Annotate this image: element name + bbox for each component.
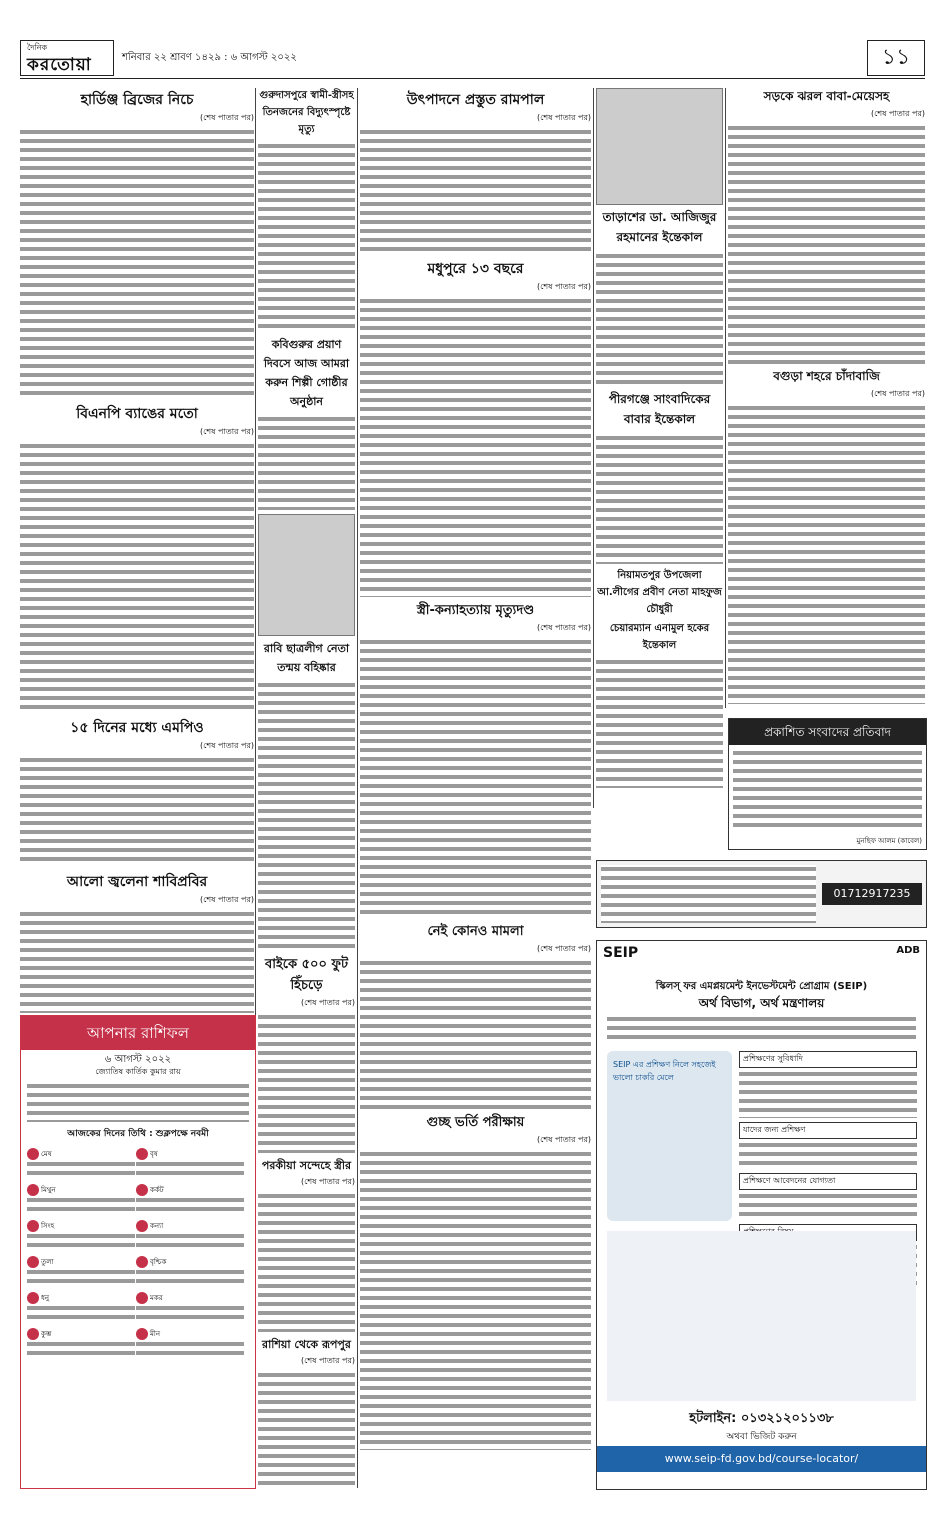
continued-note: (শেষ পাতার পর) bbox=[300, 1177, 355, 1186]
zodiac-sign bbox=[27, 1148, 135, 1182]
seip-intro bbox=[607, 1015, 916, 1043]
continued-note: (শেষ পাতার পর) bbox=[199, 741, 254, 750]
article-text bbox=[258, 1371, 355, 1488]
headline: হার্ডিঞ্জ ব্রিজের নিচে bbox=[80, 92, 194, 108]
zodiac-icon bbox=[136, 1328, 148, 1340]
seip-logo: SEIP bbox=[603, 945, 639, 961]
zodiac-sign bbox=[27, 1328, 135, 1362]
zodiac-sign bbox=[136, 1256, 244, 1290]
continued-note: (শেষ পাতার পর) bbox=[199, 895, 254, 904]
page-number: ১১ bbox=[867, 40, 925, 76]
logo-small-text: দৈনিক bbox=[27, 43, 48, 52]
headline: চেয়ারম্যান এনামুল হকের ইন্তেকাল bbox=[609, 623, 710, 651]
seip-box-label: প্রশিক্ষণে আবেদনের যোগ্যতা bbox=[739, 1173, 917, 1190]
zodiac-icon bbox=[136, 1292, 148, 1304]
zodiac-sign bbox=[136, 1220, 244, 1254]
seip-box-text bbox=[739, 1070, 917, 1118]
horoscope-author: জ্যোতিষ কার্তিক কুমার রায় bbox=[95, 1067, 181, 1076]
headline: বগুড়া শহরে চাঁদাবাজি bbox=[773, 369, 880, 383]
continued-note: (শেষ পাতার পর) bbox=[536, 623, 591, 632]
zodiac-icon bbox=[27, 1328, 39, 1340]
article-text bbox=[360, 1150, 591, 1450]
headline: ১৫ দিনের মধ্যে এমপিও bbox=[70, 720, 204, 736]
seip-visit: অথবা ভিজিট করুন bbox=[726, 1432, 797, 1442]
headline: বাইকে ৫০০ ফুট হিঁচড়ে bbox=[264, 957, 349, 993]
headline: গুচ্ছ ভর্তি পরীক্ষায় bbox=[426, 1115, 525, 1130]
continued-note: (শেষ পাতার পর) bbox=[300, 1356, 355, 1365]
column-divider bbox=[725, 88, 726, 708]
headline: রাবি ছাত্রলীগ নেতা তন্ময় বহিষ্কার bbox=[263, 642, 350, 674]
continued-note: (শেষ পাতার পর) bbox=[536, 1135, 591, 1144]
horoscope-title: আপনার রাশিফল bbox=[21, 1016, 255, 1050]
clinic-phone: 01712917235 bbox=[822, 883, 922, 905]
continued-note: (শেষ পাতার পর) bbox=[870, 389, 925, 398]
zodiac-icon bbox=[27, 1184, 39, 1196]
article-text bbox=[728, 404, 925, 704]
continued-note: (শেষ পাতার পর) bbox=[536, 944, 591, 953]
zodiac-icon bbox=[136, 1184, 148, 1196]
continued-note: (শেষ পাতার পর) bbox=[536, 282, 591, 291]
zodiac-text bbox=[136, 1196, 244, 1214]
zodiac-text bbox=[136, 1268, 244, 1286]
zodiac-label: মকর bbox=[150, 1294, 163, 1302]
zodiac-text bbox=[27, 1340, 135, 1358]
zodiac-sign bbox=[27, 1292, 135, 1326]
column-2 bbox=[258, 88, 355, 1488]
article-text bbox=[20, 442, 254, 712]
zodiac-sign bbox=[136, 1292, 244, 1326]
seip-illustration bbox=[607, 1051, 732, 1221]
article-text bbox=[360, 297, 591, 597]
classified-text bbox=[601, 865, 816, 923]
zodiac-sign bbox=[136, 1328, 244, 1362]
article-text bbox=[258, 415, 355, 510]
zodiac-sign bbox=[136, 1184, 244, 1218]
headline: স্ত্রী-কন্যাহত্যায় মৃত্যুদণ্ড bbox=[416, 603, 535, 618]
article-text bbox=[258, 1013, 355, 1153]
seip-box-text bbox=[739, 1141, 917, 1169]
headline: গুরুদাসপুরে স্বামী-স্ত্রীসহ তিনজনের বিদ্যুৎস্পৃষ্টে মৃত্যু bbox=[259, 90, 354, 135]
horoscope-tithi: আজকের দিনের তিথি : শুক্লপক্ষে নবমী bbox=[67, 1129, 209, 1139]
classified-ads bbox=[596, 860, 927, 928]
seip-model-photo bbox=[607, 1231, 916, 1401]
zodiac-label: কুম্ভ bbox=[41, 1330, 52, 1338]
article-text bbox=[360, 638, 591, 918]
zodiac-text bbox=[27, 1232, 135, 1250]
zodiac-sign bbox=[27, 1184, 135, 1218]
column-divider bbox=[357, 88, 358, 1488]
continued-note: (শেষ পাতার পর) bbox=[300, 998, 355, 1007]
person-photo bbox=[258, 514, 355, 636]
zodiac-icon bbox=[136, 1148, 148, 1160]
article-text bbox=[20, 128, 254, 398]
protest-signature: মুনছিফ আলম (কাবেল) bbox=[856, 837, 922, 845]
zodiac-list bbox=[27, 1148, 249, 1364]
zodiac-icon bbox=[27, 1148, 39, 1160]
zodiac-label: তুলা bbox=[41, 1258, 54, 1266]
seip-title: স্কিলস্ ফর এমপ্লয়মেন্ট ইনভেস্টমেন্ট প্রোগ্রাম (SEIP) bbox=[655, 981, 868, 992]
seip-box-label: প্রশিক্ষণের সুবিধাদি bbox=[739, 1051, 917, 1068]
zodiac-label: মীন bbox=[150, 1330, 161, 1338]
seip-bubble: SEIP এর প্রশিক্ষণ নিলে সহজেই ভালো চাকরি মেলে bbox=[613, 1060, 716, 1082]
continued-note: (শেষ পাতার পর) bbox=[199, 113, 254, 122]
zodiac-label: কর্কট bbox=[150, 1186, 164, 1194]
zodiac-text bbox=[27, 1160, 135, 1178]
protest-title: প্রকাশিত সংবাদের প্রতিবাদ bbox=[729, 719, 926, 745]
article-text bbox=[258, 1192, 355, 1332]
article-text bbox=[258, 681, 355, 951]
zodiac-label: বৃষ bbox=[150, 1150, 158, 1158]
article-text bbox=[728, 124, 925, 364]
logo-name: করতোয়া bbox=[27, 55, 92, 75]
zodiac-label: ধনু bbox=[41, 1294, 50, 1302]
protest-text bbox=[733, 749, 922, 831]
zodiac-text bbox=[27, 1268, 135, 1286]
seip-advertisement bbox=[596, 940, 927, 1490]
horoscope-box bbox=[20, 1015, 256, 1489]
article-text bbox=[360, 959, 591, 1109]
zodiac-label: কন্যা bbox=[150, 1222, 164, 1230]
article-text bbox=[596, 252, 723, 387]
zodiac-text bbox=[27, 1196, 135, 1214]
zodiac-text bbox=[136, 1340, 244, 1358]
headline: কবিগুরুর প্রয়াণ দিবসে আজ আমরা করুন শিল্পী গোষ্ঠীর অনুষ্ঠান bbox=[263, 338, 350, 408]
masthead bbox=[20, 38, 925, 79]
zodiac-label: মেষ bbox=[41, 1150, 52, 1158]
zodiac-sign bbox=[27, 1220, 135, 1254]
continued-note: (শেষ পাতার পর) bbox=[536, 113, 591, 122]
seip-url[interactable]: www.seip-fd.gov.bd/course-locator/ bbox=[597, 1446, 926, 1472]
article-text bbox=[258, 142, 355, 332]
column-5 bbox=[728, 88, 925, 708]
zodiac-text bbox=[27, 1304, 135, 1322]
headline: আলো জ্বলেনা শাবিপ্রবির bbox=[66, 874, 208, 890]
column-1 bbox=[20, 88, 254, 1013]
zodiac-sign bbox=[136, 1148, 244, 1182]
headline: নিয়ামতপুর উপজেলা আ.লীগের প্রবীণ নেতা মাহফুজ চৌধুরী bbox=[597, 570, 722, 615]
headline: পীরগঞ্জে সাংবাদিকের বাবার ইন্তেকাল bbox=[608, 392, 711, 426]
article-text bbox=[20, 910, 254, 1013]
seip-hotline: হটলাইন: ০১৩২১২০১১৩৮ bbox=[689, 1411, 834, 1426]
newspaper-logo bbox=[20, 40, 114, 76]
zodiac-icon bbox=[27, 1292, 39, 1304]
adb-logo: ADB bbox=[896, 945, 920, 956]
article-text bbox=[596, 658, 723, 788]
article-text bbox=[20, 756, 254, 866]
obituary-photo bbox=[596, 88, 723, 205]
zodiac-text bbox=[136, 1232, 244, 1250]
headline: পরকীয়া সন্দেহে স্ত্রীর bbox=[261, 1159, 352, 1172]
article-text bbox=[596, 434, 723, 564]
zodiac-label: মিথুন bbox=[41, 1186, 56, 1194]
zodiac-icon bbox=[27, 1220, 39, 1232]
column-3 bbox=[360, 88, 591, 1488]
seip-box-label: যাদের জন্য প্রশিক্ষণ bbox=[739, 1122, 917, 1139]
zodiac-icon bbox=[136, 1220, 148, 1232]
continued-note: (শেষ পাতার পর) bbox=[870, 109, 925, 118]
seip-subtitle: অর্থ বিভাগ, অর্থ মন্ত্রণালয় bbox=[698, 996, 825, 1010]
zodiac-sign bbox=[27, 1256, 135, 1290]
article-text bbox=[360, 128, 591, 253]
headline: মধুপুরে ১৩ বছরে bbox=[427, 261, 524, 277]
horoscope-date: ৬ আগস্ট ২০২২ bbox=[104, 1054, 172, 1065]
zodiac-icon bbox=[27, 1256, 39, 1268]
horoscope-intro bbox=[27, 1082, 249, 1122]
zodiac-label: সিংহ bbox=[41, 1222, 55, 1230]
protest-box bbox=[728, 718, 927, 850]
headline: নেই কোনও মামলা bbox=[427, 924, 524, 939]
seip-box-text bbox=[739, 1192, 917, 1220]
zodiac-label: বৃশ্চিক bbox=[150, 1258, 167, 1266]
headline: সড়কে ঝরল বাবা-মেয়েসহ bbox=[763, 89, 890, 103]
date-line: শনিবার ২২ শ্রাবণ ১৪২৯ : ৬ আগস্ট ২০২২ bbox=[122, 52, 297, 63]
headline: তাড়াশের ডা. আজিজুর রহমানের ইন্তেকাল bbox=[602, 210, 717, 244]
headline: বিএনপি ব্যাঙের মতো bbox=[76, 406, 198, 422]
column-divider bbox=[593, 88, 594, 808]
headline: উৎপাদনে প্রস্তুত রামপাল bbox=[406, 92, 545, 108]
zodiac-text bbox=[136, 1304, 244, 1322]
zodiac-text bbox=[136, 1160, 244, 1178]
zodiac-icon bbox=[136, 1256, 148, 1268]
headline: রাশিয়া থেকে রূপপুর bbox=[262, 1338, 351, 1351]
column-4 bbox=[596, 88, 723, 808]
continued-note: (শেষ পাতার পর) bbox=[199, 427, 254, 436]
